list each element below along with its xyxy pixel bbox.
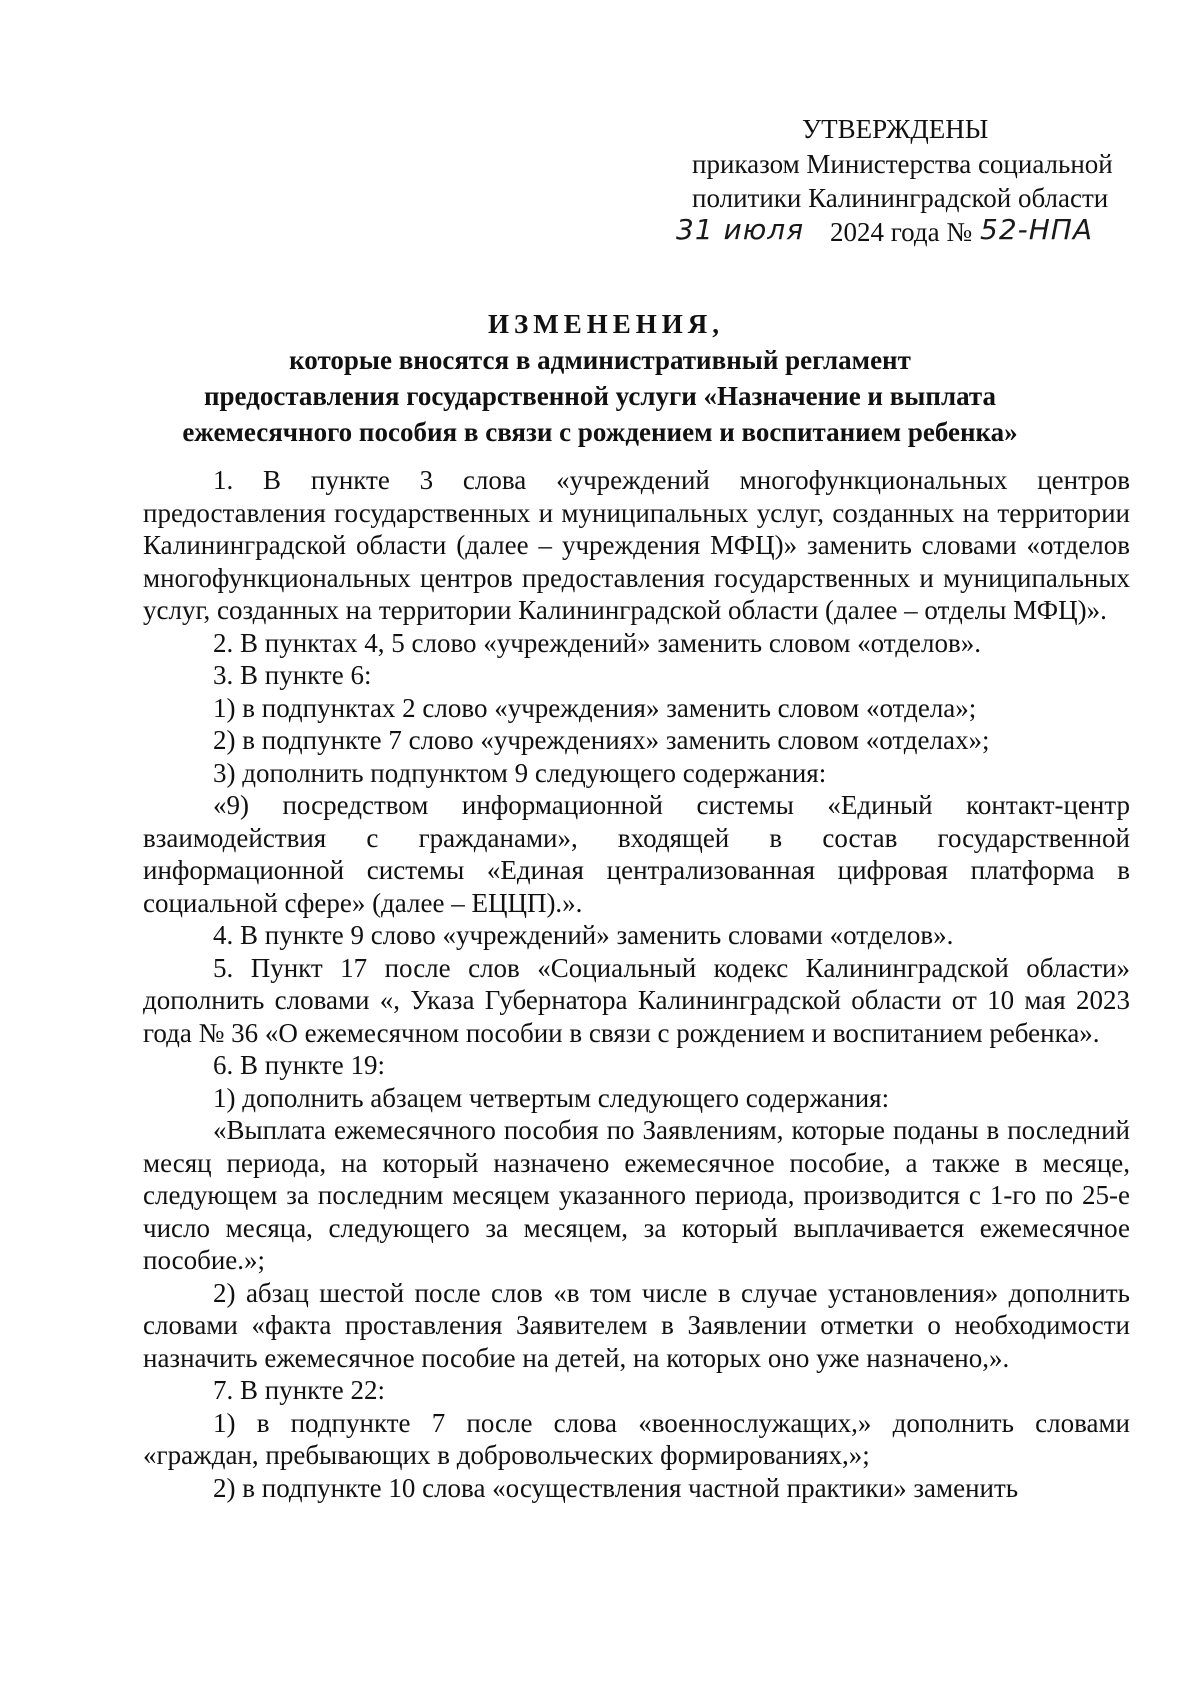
paragraph-item-1: 1. В пункте 3 слова «учреждений многофункциональных центров предоставления государственных и муниципальных услуг, созданных на территории Калининградской области (далее – учреждения МФЦ)» заменить словами «отделов многофункциональных центров предоставления государственных и муниципальных услуг, созданных на территории Калининградской области (далее – отделы МФЦ)».	[143, 465, 1130, 625]
approval-line-order: приказом Министерства социальной	[692, 149, 1113, 179]
paragraph-quote-payment: «Выплата ежемесячного пособия по Заявлениям, которые поданы в последний месяц периода, на который назначено ежемесячное пособие, а также в месяце, следующем за последним месяцем указанного периода, производится с 1-го по 25-е число месяца, следующего за месяцем, за который выплачивается ежемесячное пособие.»;	[143, 1115, 1130, 1275]
paragraph-item-3: 3. В пункте 6:	[213, 660, 372, 690]
paragraph-sub-3-1: 1) в подпунктах 2 слово «учреждения» заменить словом «отдела»;	[213, 692, 977, 723]
paragraph-item-2: 2. В пунктах 4, 5 слово «учреждений» заменить словом «отделов».	[213, 627, 981, 658]
title-line-3: ежемесячного пособия в связи с рождением и воспитанием ребенка»	[182, 417, 1018, 447]
handwritten-order-number: 52-НПА	[980, 213, 1093, 246]
paragraph-item-7: 7. В пункте 22:	[213, 1375, 385, 1405]
document-title	[140, 306, 1060, 450]
paragraph-item-6: 6. В пункте 19:	[213, 1050, 385, 1080]
paragraph-item-4: 4. В пункте 9 слово «учреждений» заменить словами «отделов».	[213, 920, 954, 950]
title-line-1: которые вносятся в административный регламент	[289, 345, 911, 375]
approval-date-line	[676, 213, 1150, 253]
document-body	[143, 464, 1130, 1504]
paragraph-sub-3-2: 2) в подпункте 7 слово «учреждениях» заменить словом «отделах»;	[213, 725, 990, 755]
paragraph-sub-7-1: 1) в подпункте 7 после слова «военнослужащих,» дополнить словами «граждан, пребывающих в добровольческих формированиях,»;	[143, 1407, 1130, 1470]
paragraph-sub-6-1: 1) дополнить абзацем четвертым следующего содержания:	[213, 1082, 890, 1113]
approval-year-text: 2024 года №	[830, 217, 973, 247]
paragraph-sub-6-2: 2) абзац шестой после слов «в том числе в случае установления» дополнить словами «факта проставления Заявителем в Заявлении отметки о необходимости назначить ежемесячное пособие на детей, на которых оно уже назначено,».	[143, 1277, 1130, 1373]
title-line-2: предоставления государственной услуги «Назначение и выплата	[203, 381, 996, 411]
approval-heading: УТВЕРЖДЕНЫ	[802, 114, 989, 144]
title-main: ИЗМЕНЕНИЯ,	[487, 309, 724, 339]
paragraph-sub-3-3: 3) дополнить подпунктом 9 следующего содержания:	[213, 757, 827, 788]
handwritten-date: 31 июля	[676, 213, 805, 246]
paragraph-quote-9: «9) посредством информационной системы «Единый контакт-центр взаимодействия с гражданами», входящей в состав государственной информационной системы «Единая централизованная цифровая платформа в социальной сфере» (далее – ЕЦЦП).».	[143, 790, 1130, 918]
approval-block	[676, 112, 1150, 253]
paragraph-sub-7-2: 2) в подпункте 10 слова «осуществления частной практики» заменить	[213, 1472, 1019, 1503]
paragraph-item-5: 5. Пункт 17 после слов «Социальный кодекс Калининградской области» дополнить словами «, Указа Губернатора Калининградской области от 10 мая 2023 года № 36 «О ежемесячном пособии в связи с рождением и воспитанием ребенка».	[143, 952, 1130, 1048]
approval-line-ministry: политики Калининградской области	[692, 183, 1109, 213]
